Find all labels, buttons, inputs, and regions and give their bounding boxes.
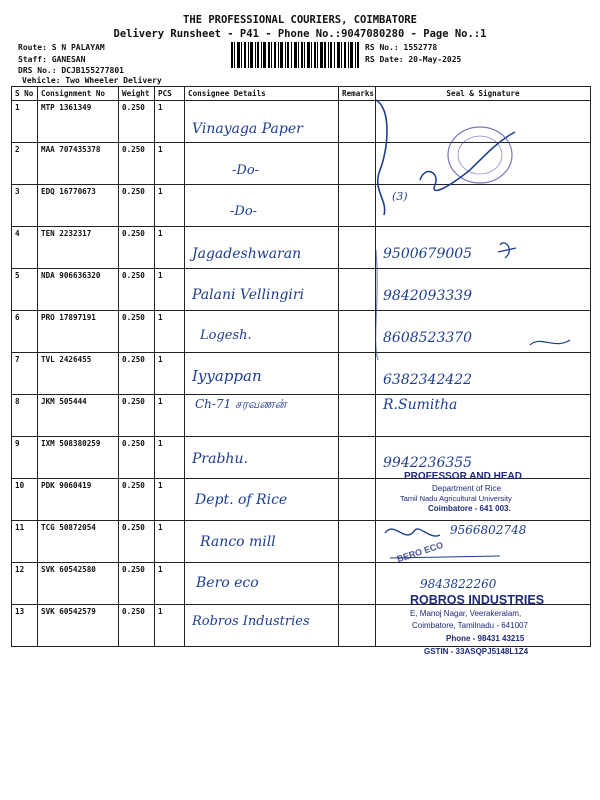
cell-pcs: 1 bbox=[155, 479, 185, 521]
cell-consignment: TCG 50872054 bbox=[38, 521, 119, 563]
handwritten-consignee: Jagadeshwaran bbox=[192, 246, 302, 262]
cell-weight: 0.250 bbox=[119, 185, 155, 227]
rs-date: RS Date: 20-May-2025 bbox=[365, 55, 462, 64]
runsheet-subtitle: Delivery Runsheet - P41 - Phone No.:9047080280 - Page No.:1 bbox=[113, 28, 487, 40]
cell-weight: 0.250 bbox=[119, 479, 155, 521]
cell-consignment: TEN 2232317 bbox=[38, 227, 119, 269]
cell-consignment: JKM 505444 bbox=[38, 395, 119, 437]
cell-consignment: EDQ 16770673 bbox=[38, 185, 119, 227]
cell-pcs: 1 bbox=[155, 269, 185, 311]
handwritten-consignee: Robros Industries bbox=[192, 614, 310, 629]
cell-weight: 0.250 bbox=[119, 269, 155, 311]
col-consignment: Consignment No bbox=[38, 87, 119, 101]
cell-consignment: NDA 906636320 bbox=[38, 269, 119, 311]
stamp-robros-gstin: GSTIN - 33ASQPJ5148L1Z4 bbox=[424, 647, 529, 656]
col-weight: Weight bbox=[119, 87, 155, 101]
handwritten-consignee: Ranco mill bbox=[200, 534, 276, 550]
cell-pcs: 1 bbox=[155, 227, 185, 269]
cell-consignment: MAA 707435378 bbox=[38, 143, 119, 185]
handwritten-phone: 9566802748 bbox=[450, 523, 527, 537]
cell-pcs: 1 bbox=[155, 395, 185, 437]
handwritten-consignee: -Do- bbox=[230, 204, 258, 219]
col-pcs: PCS bbox=[155, 87, 185, 101]
handwritten-consignee: Ch-71 சரவணன் bbox=[195, 397, 287, 411]
cell-pcs: 1 bbox=[155, 185, 185, 227]
cell-weight: 0.250 bbox=[119, 227, 155, 269]
cell-weight: 0.250 bbox=[119, 143, 155, 185]
cell-weight: 0.250 bbox=[119, 353, 155, 395]
cell-pcs: 1 bbox=[155, 605, 185, 647]
vehicle-label: Vehicle: Two Wheeler Delivery bbox=[22, 76, 162, 85]
cell-weight: 0.250 bbox=[119, 395, 155, 437]
cell-sno: 4 bbox=[12, 227, 38, 269]
handwritten-consignee: Logesh. bbox=[200, 328, 252, 343]
company-title: THE PROFESSIONAL COURIERS, COIMBATORE bbox=[183, 14, 417, 26]
cell-pcs: 1 bbox=[155, 101, 185, 143]
staff-label: Staff: GANESAN bbox=[18, 55, 86, 64]
col-consignee: Consignee Details bbox=[185, 87, 339, 101]
cell-sno: 5 bbox=[12, 269, 38, 311]
handwritten-phone: 9842093339 bbox=[383, 288, 473, 304]
cell-weight: 0.250 bbox=[119, 311, 155, 353]
cell-weight: 0.250 bbox=[119, 437, 155, 479]
handwritten-consignee: Vinayaga Paper bbox=[192, 121, 303, 137]
cell-pcs: 1 bbox=[155, 437, 185, 479]
handwritten-mark: (3) bbox=[392, 190, 408, 203]
cell-sno: 2 bbox=[12, 143, 38, 185]
cell-pcs: 1 bbox=[155, 353, 185, 395]
handwritten-phone: 9500679005 bbox=[383, 246, 473, 262]
cell-sno: 13 bbox=[12, 605, 38, 647]
stamp-robros-address-1: E, Manoj Nagar, Veerakeralam, bbox=[410, 609, 522, 618]
cell-consignment: PRO 17897191 bbox=[38, 311, 119, 353]
rs-number: RS No.: 1552778 bbox=[365, 43, 438, 52]
cell-sno: 9 bbox=[12, 437, 38, 479]
handwritten-phone: 8608523370 bbox=[383, 330, 473, 346]
route-label: Route: S N PALAYAM bbox=[18, 43, 105, 52]
stamp-professor-dept: Department of Rice bbox=[432, 484, 501, 493]
stamp-professor-university: Tamil Nadu Agricultural University bbox=[400, 494, 512, 503]
handwritten-consignee: Dept. of Rice bbox=[195, 492, 288, 508]
cell-sno: 10 bbox=[12, 479, 38, 521]
cell-consignment: SVK 60542579 bbox=[38, 605, 119, 647]
stamp-robros-phone: Phone - 98431 43215 bbox=[446, 634, 525, 643]
col-remarks: Remarks bbox=[339, 87, 376, 101]
cell-consignment: PDK 9060419 bbox=[38, 479, 119, 521]
stamp-robros-name: ROBROS INDUSTRIES bbox=[410, 593, 545, 607]
cell-sno: 7 bbox=[12, 353, 38, 395]
cell-pcs: 1 bbox=[155, 143, 185, 185]
drs-number: DRS No.: DCJB155277801 bbox=[18, 66, 124, 75]
handwritten-phone: 9843822260 bbox=[420, 577, 497, 591]
handwritten-consignee: Prabhu. bbox=[192, 451, 248, 467]
cell-weight: 0.250 bbox=[119, 101, 155, 143]
stamp-robros-address-2: Coimbatore, Tamilnadu - 641007 bbox=[412, 621, 528, 630]
handwritten-consignee: Bero eco bbox=[196, 575, 259, 591]
handwritten-consignee: -Do- bbox=[232, 163, 260, 178]
cell-sno: 12 bbox=[12, 563, 38, 605]
handwritten-name: R.Sumitha bbox=[383, 397, 458, 413]
cell-consignment: SVK 60542580 bbox=[38, 563, 119, 605]
cell-sno: 8 bbox=[12, 395, 38, 437]
stamp-professor-city: Coimbatore - 641 003. bbox=[428, 504, 511, 513]
stamp-bero-eco: BERO ECO bbox=[395, 539, 445, 565]
cell-consignment: MTP 1361349 bbox=[38, 101, 119, 143]
cell-sno: 6 bbox=[12, 311, 38, 353]
cell-sno: 1 bbox=[12, 101, 38, 143]
cell-pcs: 1 bbox=[155, 563, 185, 605]
cell-pcs: 1 bbox=[155, 521, 185, 563]
stamp-professor-title: PROFESSOR AND HEAD bbox=[404, 471, 522, 482]
handwritten-consignee: Palani Vellingiri bbox=[192, 287, 305, 303]
cell-weight: 0.250 bbox=[119, 605, 155, 647]
cell-consignment: TVL 2426455 bbox=[38, 353, 119, 395]
handwritten-phone: 6382342422 bbox=[383, 372, 473, 388]
col-sno: S No bbox=[12, 87, 38, 101]
cell-weight: 0.250 bbox=[119, 521, 155, 563]
handwritten-consignee: Iyyappan bbox=[192, 367, 262, 385]
col-signature: Seal & Signature bbox=[376, 87, 591, 101]
cell-sno: 11 bbox=[12, 521, 38, 563]
cell-consignment: IXM 508380259 bbox=[38, 437, 119, 479]
cell-weight: 0.250 bbox=[119, 563, 155, 605]
handwritten-phone: 9942236355 bbox=[383, 455, 473, 471]
cell-sno: 3 bbox=[12, 185, 38, 227]
cell-pcs: 1 bbox=[155, 311, 185, 353]
